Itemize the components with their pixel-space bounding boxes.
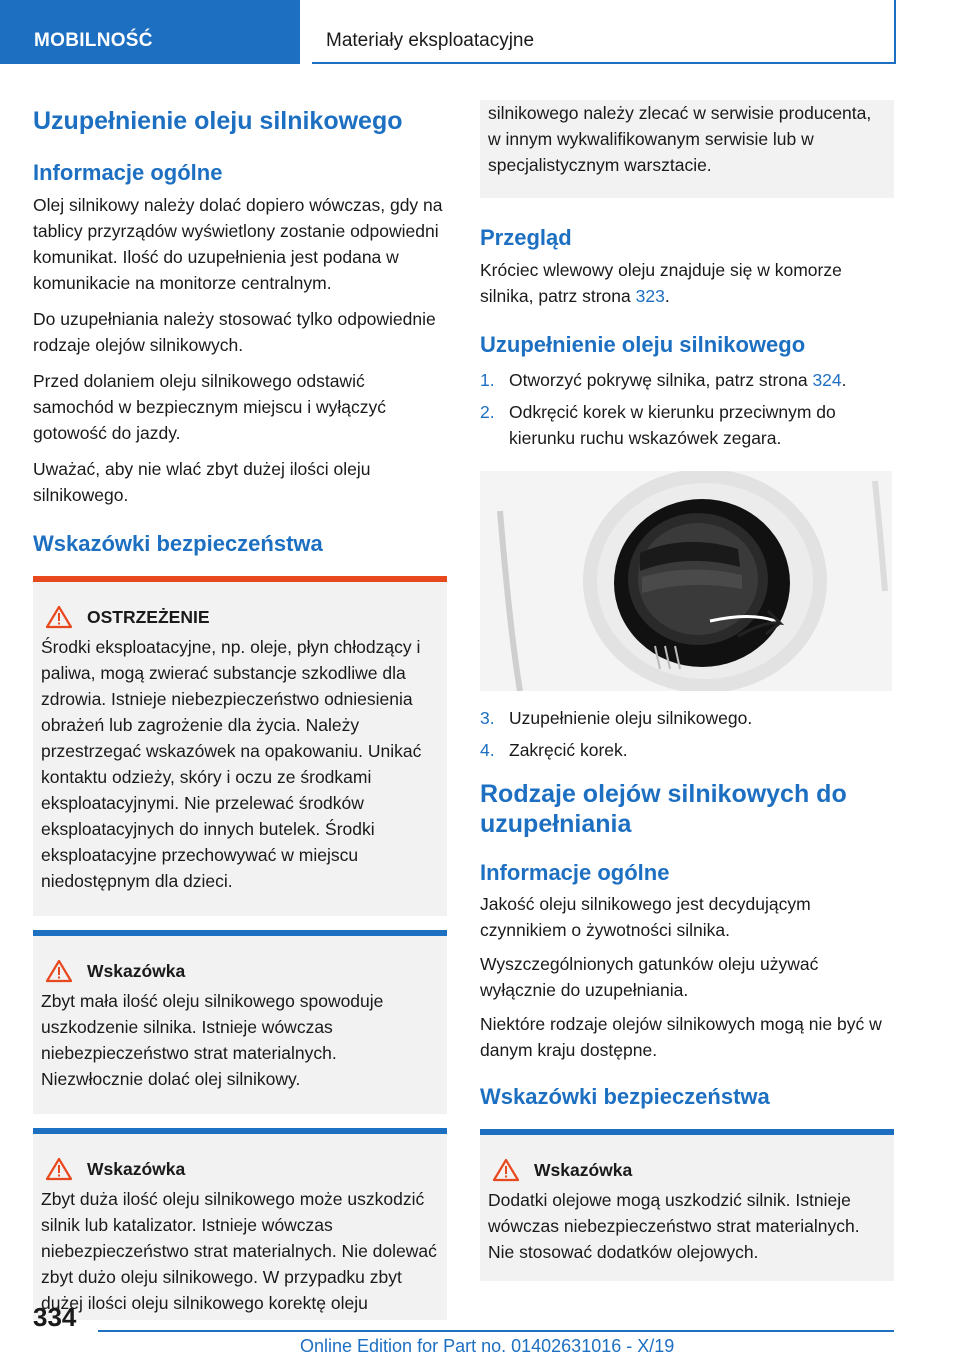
oil-filler-cap-illustration — [480, 471, 892, 691]
page-reference-link[interactable]: 324 — [812, 370, 842, 390]
chapter-title: Materiały eksploatacyjne — [312, 0, 896, 64]
subheading-general: Informacje ogólne — [480, 860, 670, 885]
paragraph: Olej silnikowy należy dolać dopiero wówczas, gdy na tablicy przyrządów wyświetlony zostanie odpowiedni komunikat. Ilość do uzupełnienia jest podana w komunikacie na monitorze centralnym. — [33, 195, 443, 293]
page-reference-link[interactable]: 323 — [635, 286, 665, 306]
note-title: Wskazówka — [87, 1159, 186, 1179]
section-heading: Rodzaje olejów silnikowych do uzupełniania — [480, 780, 847, 838]
list-item: 4. Zakręcić korek. — [480, 740, 628, 760]
note-box — [33, 1128, 447, 1320]
oil-cap-figure — [480, 471, 892, 691]
warning-text: Środki eksploatacyjne, np. oleje, płyn chłodzący i paliwa, mogą zwierać substancje szkodliwe dla zdrowia. Istnieje niebezpieczeństwo odniesienia obrażeń lub zagrożenie dla życia. Należy przestrzegać wskazówek na opakowaniu. Unikać kontaktu odzieży, skóry i oczu ze środkami eksploatacyjnymi. Nie przelewać środków eksploatacyjnych do innych butelek. Środki eksploatacyjne przechowywać w miejscu niedostępnym dla dzieci. — [41, 637, 422, 891]
warning-box — [33, 576, 447, 916]
paragraph: Niektóre rodzaje olejów silnikowych mogą nie być w danym kraju dostępne. — [480, 1014, 882, 1060]
section-heading: Uzupełnienie oleju silnikowego — [33, 107, 403, 135]
left-column — [33, 100, 449, 1320]
page-number: 334 — [33, 1302, 77, 1332]
section-tab: MOBILNOŚĆ — [0, 0, 300, 64]
continued-note-box — [480, 100, 894, 198]
list-item: 1. Otworzyć pokrywę silnika, patrz strona 324. — [480, 370, 847, 390]
paragraph: Wyszczególnionych gatunków oleju używać wyłącznie do uzupełniania. — [480, 954, 819, 1000]
warning-triangle-icon — [45, 959, 73, 983]
paragraph: Uważać, aby nie wlać zbyt dużej ilości oleju silnikowego. — [33, 459, 371, 505]
subheading-general: Informacje ogólne — [33, 160, 223, 185]
paragraph: Do uzupełniania należy stosować tylko odpowiednie rodzaje olejów silnikowych. — [33, 309, 436, 355]
footer-divider — [98, 1330, 894, 1332]
note-text: Zbyt mała ilość oleju silnikowego spowoduje uszkodzenie silnika. Istnieje wówczas niebezpieczeństwo strat materialnych. Niezwłocznie dolać olej silnikowy. — [41, 991, 384, 1089]
warning-title: OSTRZEŻENIE — [87, 607, 210, 627]
steps-list — [480, 367, 896, 451]
subheading-overview: Przegląd — [480, 225, 572, 250]
note-text: Dodatki olejowe mogą uszkodzić silnik. Istnieje wówczas niebezpieczeństwo strat materialnych. Nie stosować dodatków olejowych. — [488, 1190, 860, 1262]
note-text: Zbyt duża ilość oleju silnikowego może uszkodzić silnik lub katalizator. Istnieje wówczas niebezpieczeństwo strat materialnych. Nie dolewać zbyt dużo oleju silnikowego. W przypadku zbyt dużej ilości oleju silnikowego korektę oleju — [41, 1189, 437, 1313]
warning-triangle-icon — [45, 605, 73, 629]
warning-triangle-icon — [45, 1157, 73, 1181]
subheading-safety: Wskazówki bezpieczeństwa — [480, 1084, 770, 1109]
paragraph: Króciec wlewowy oleju znajduje się w komorze silnika, patrz strona 323. — [480, 260, 842, 306]
page-header — [0, 0, 960, 66]
note-box — [33, 930, 447, 1114]
note-box — [480, 1129, 894, 1281]
subheading-fill: Uzupełnienie oleju silnikowego — [480, 332, 806, 357]
paragraph: Przed dolaniem oleju silnikowego odstawić samochód w bezpiecznym miejscu i wyłączyć gotowość do jazdy. — [33, 371, 387, 443]
note-title: Wskazówka — [87, 961, 186, 981]
edition-info: Online Edition for Part no. 01402631016 - X/19 — [300, 1336, 675, 1356]
note-text: silnikowego należy zlecać w serwisie producenta, w innym wykwalifikowanym serwisie lub w specjalistycznym warsztacie. — [488, 103, 872, 175]
subheading-safety: Wskazówki bezpieczeństwa — [33, 531, 323, 556]
steps-list — [480, 705, 896, 763]
paragraph: Jakość oleju silnikowego jest decydującym czynnikiem o żywotności silnika. — [480, 894, 811, 940]
note-title: Wskazówka — [534, 1160, 633, 1180]
right-column — [480, 100, 896, 1281]
warning-triangle-icon — [492, 1158, 520, 1182]
list-item: 3. Uzupełnienie oleju silnikowego. — [480, 708, 753, 728]
list-item: 2. Odkręcić korek w kierunku przeciwnym do kierunku ruchu wskazówek zegara. — [480, 402, 836, 448]
